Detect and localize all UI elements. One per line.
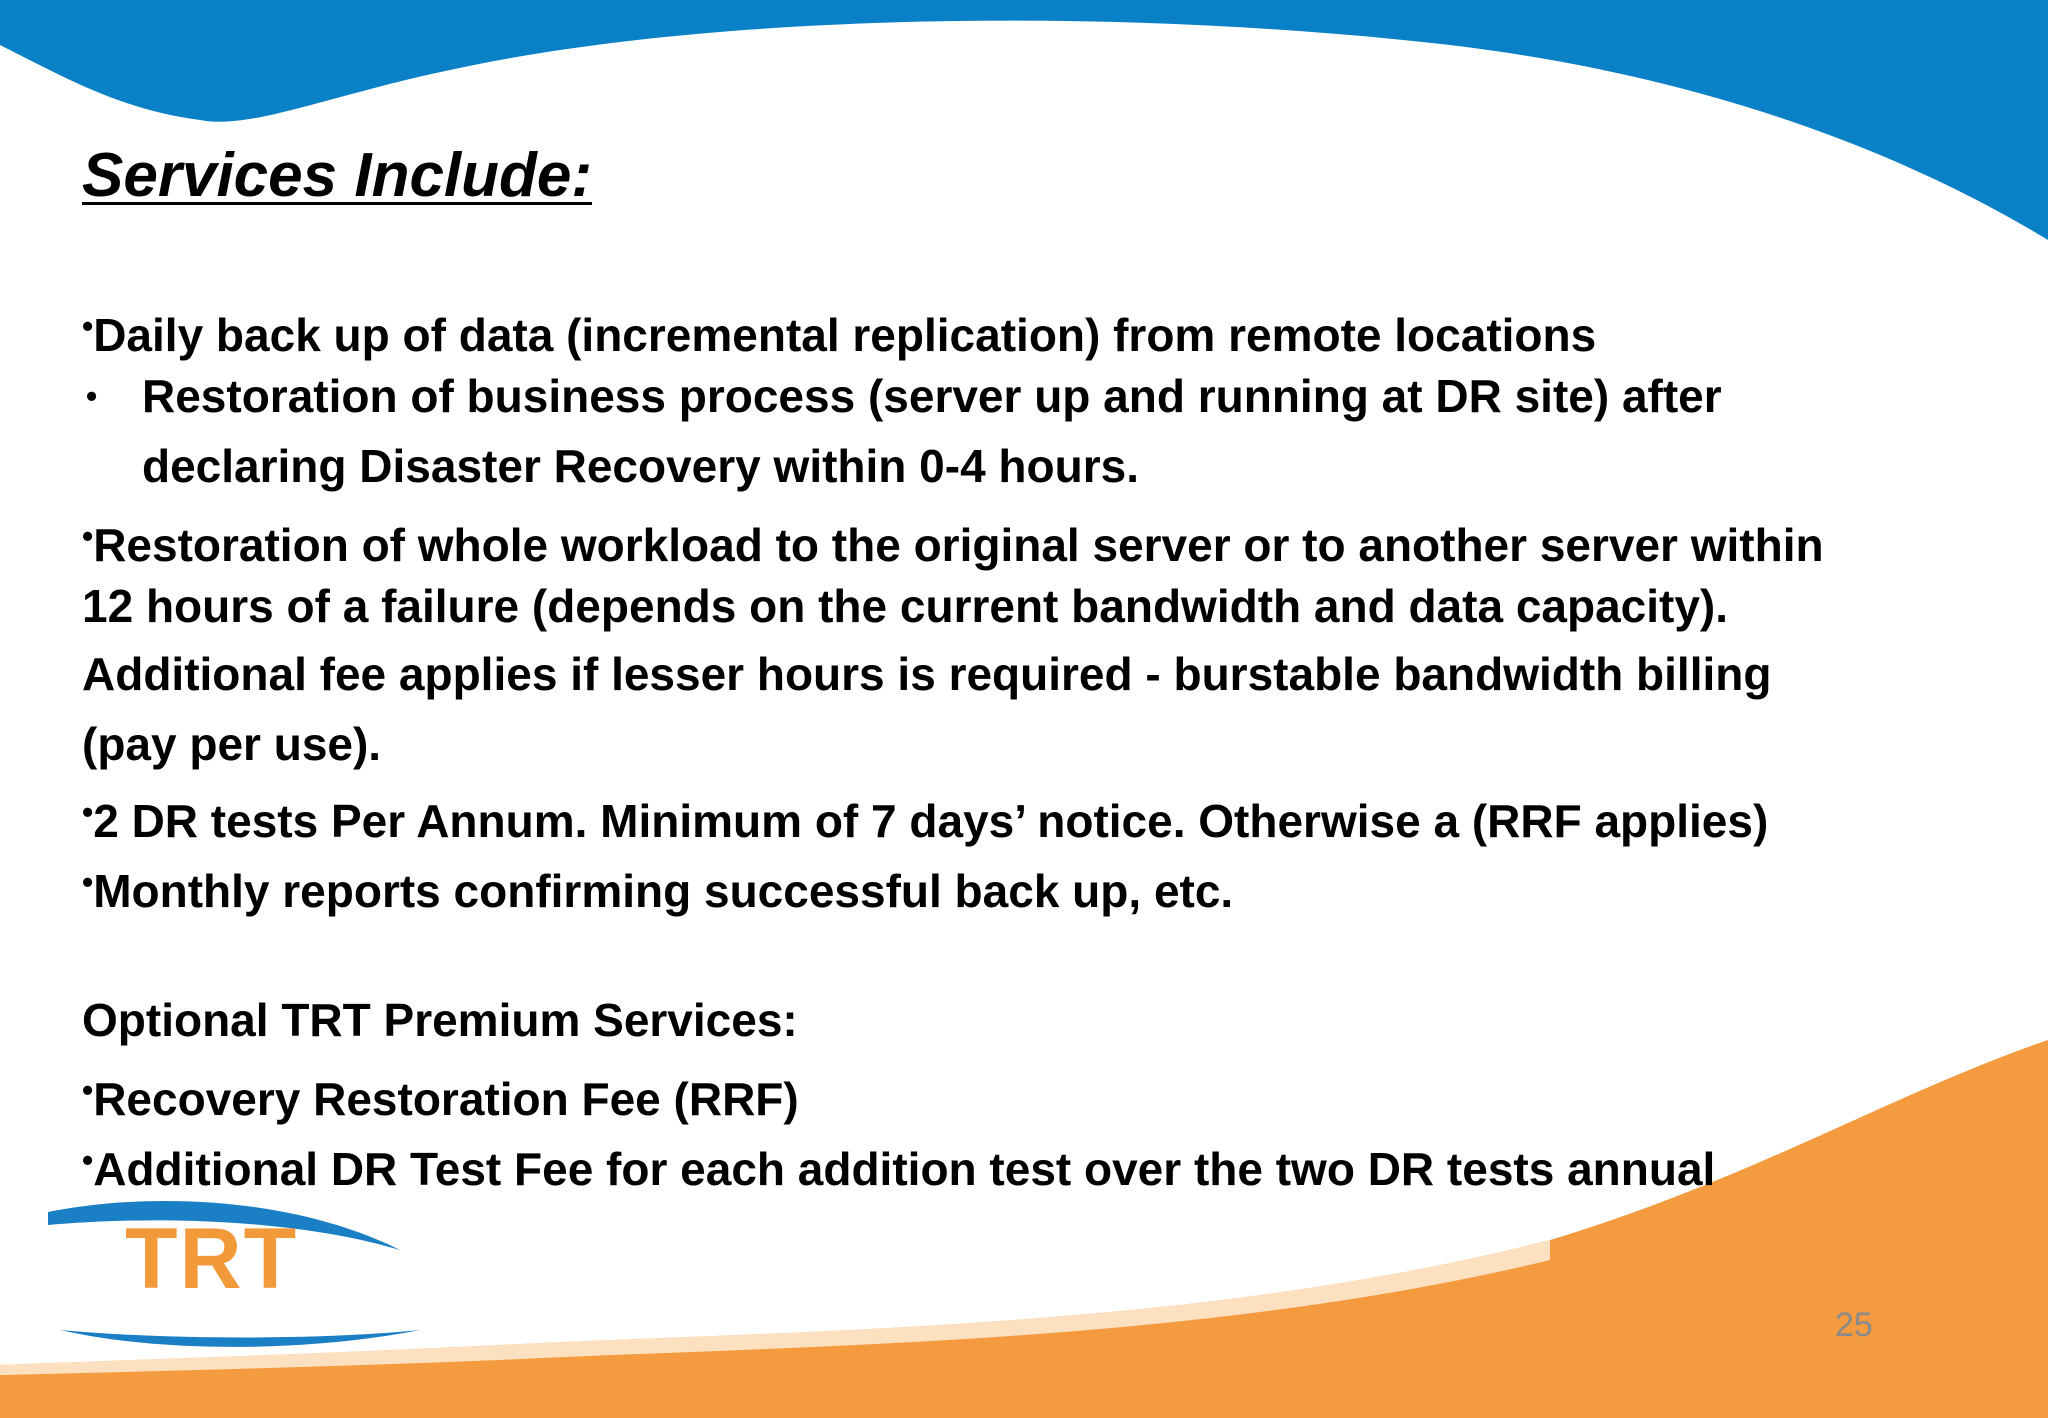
list-item bbox=[86, 366, 97, 435]
list-item-text: Additional fee applies if lesser hours is required - burstable bandwidth billing bbox=[82, 648, 1772, 700]
trt-logo bbox=[40, 1190, 440, 1360]
bullet-icon: • bbox=[82, 1072, 94, 1108]
logo-text: TRT bbox=[125, 1211, 299, 1307]
list-item-text: Restoration of business process (server up and running at DR site) after bbox=[142, 370, 1722, 422]
list-item-text: declaring Disaster Recovery within 0-4 hours. bbox=[142, 440, 1139, 492]
bullet-icon: • bbox=[82, 794, 94, 830]
page-number: 25 bbox=[1835, 1306, 1873, 1344]
list-item: •Monthly reports confirming successful back up, etc. bbox=[82, 864, 1234, 917]
bullet-icon: • bbox=[86, 378, 98, 414]
bullet-icon: • bbox=[82, 518, 94, 554]
slide-heading: Services Include: bbox=[82, 141, 593, 210]
list-item: •Recovery Restoration Fee (RRF) bbox=[82, 1072, 799, 1125]
list-item-text: (pay per use). bbox=[82, 718, 382, 770]
list-item: •Daily back up of data (incremental replication) from remote locations bbox=[82, 308, 1597, 361]
optional-heading: Optional TRT Premium Services: bbox=[82, 994, 798, 1046]
list-item: •Additional DR Test Fee for each addition test over the two DR tests annual bbox=[82, 1142, 1716, 1195]
bullet-icon: • bbox=[82, 1142, 94, 1178]
bullet-icon: • bbox=[82, 864, 94, 900]
bullet-icon: • bbox=[82, 308, 94, 344]
list-item: •2 DR tests Per Annum. Minimum of 7 days’ notice. Otherwise a (RRF applies) bbox=[82, 794, 1769, 847]
list-item-text: 12 hours of a failure (depends on the current bandwidth and data capacity). bbox=[82, 580, 1729, 632]
list-item: •Restoration of whole workload to the original server or to another server within bbox=[82, 518, 1824, 571]
